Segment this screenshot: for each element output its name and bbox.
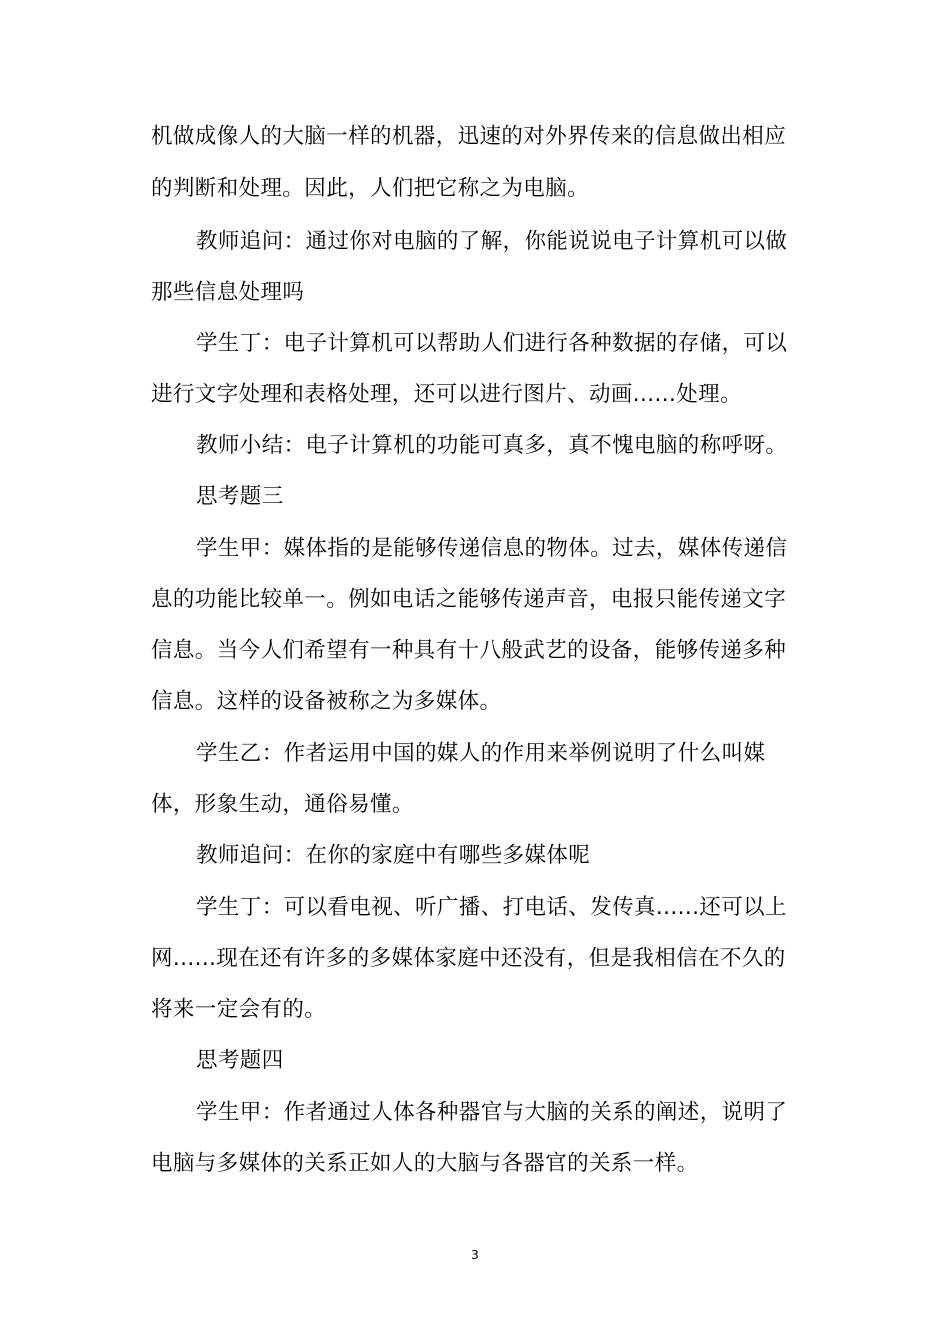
- text-line: 网......现在还有许多的多媒体家庭中还没有，但是我相信在不久的: [151, 946, 786, 971]
- section-heading: 思考题三: [196, 484, 284, 509]
- text-line: 息的功能比较单一。例如电话之能够传递声音，电报只能传递文字: [151, 587, 787, 612]
- text-line: 学生丁：可以看电视、听广播、打电话、发传真......还可以上: [196, 895, 787, 920]
- text-line: 信息。这样的设备被称之为多媒体。: [151, 689, 502, 714]
- text-line: 学生甲：媒体指的是能够传递信息的物体。过去，媒体传递信: [196, 536, 788, 561]
- text-line: 那些信息处理吗: [151, 280, 305, 305]
- text-line: 学生甲：作者通过人体各种器官与大脑的关系的阐述，说明了: [196, 1100, 788, 1125]
- text-line: 进行文字处理和表格处理，还可以进行图片、动画......处理。: [151, 382, 742, 407]
- text-line: 电脑与多媒体的关系正如人的大脑与各器官的关系一样。: [151, 1151, 699, 1176]
- text-line: 教师追问：通过你对电脑的了解，你能说说电子计算机可以做: [196, 229, 788, 254]
- text-line: 教师追问：在你的家庭中有哪些多媒体呢: [196, 843, 591, 868]
- text-line: 机做成像人的大脑一样的机器，迅速的对外界传来的信息做出相应: [151, 124, 787, 149]
- text-line: 教师小结：电子计算机的功能可真多，真不愧电脑的称呼呀。: [196, 433, 788, 458]
- page-number: 3: [471, 1248, 479, 1262]
- text-line: 信息。当今人们希望有一种具有十八般武艺的设备，能够传递多种: [151, 638, 787, 663]
- text-line: 学生乙：作者运用中国的媒人的作用来举例说明了什么叫媒: [196, 741, 766, 766]
- text-line: 体，形象生动，通俗易懂。: [151, 792, 414, 817]
- section-heading: 思考题四: [196, 1048, 284, 1073]
- text-line: 学生丁：电子计算机可以帮助人们进行各种数据的存储，可以: [196, 331, 788, 356]
- text-line: 的判断和处理。因此，人们把它称之为电脑。: [151, 176, 590, 201]
- text-line: 将来一定会有的。: [151, 997, 327, 1022]
